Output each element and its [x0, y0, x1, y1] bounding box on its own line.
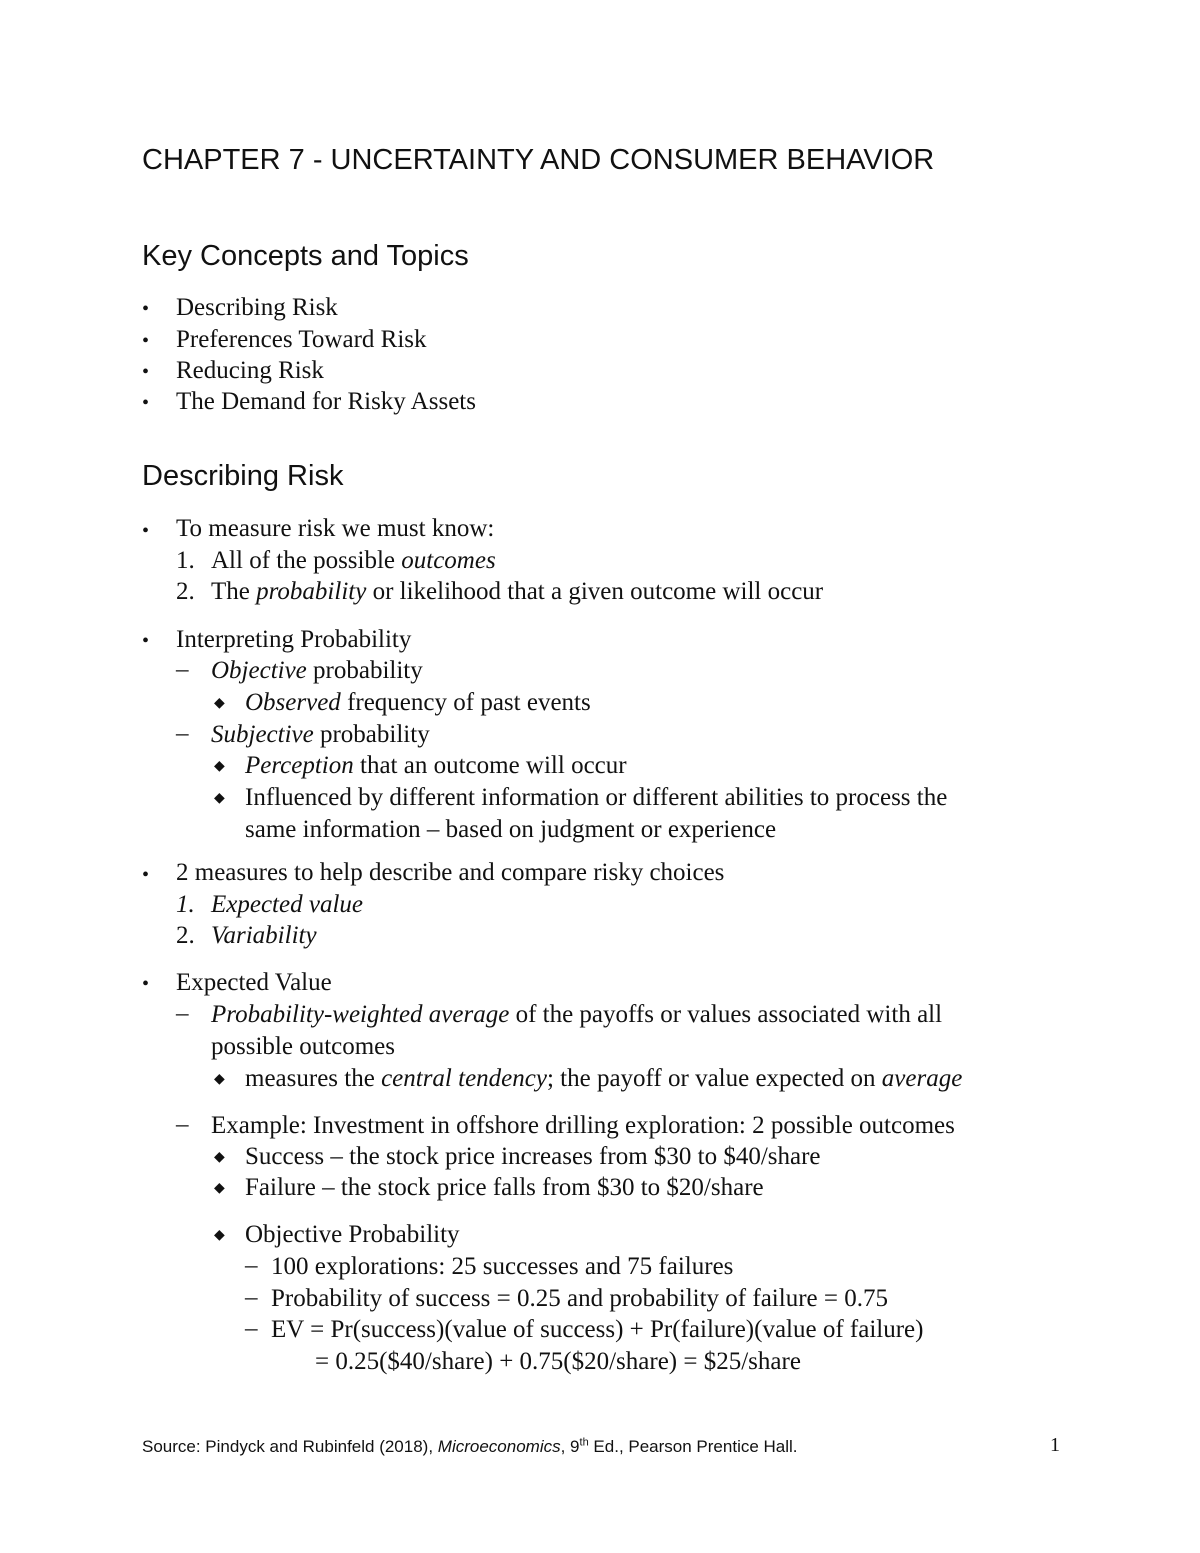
- describing-risk-heading: Describing Risk: [142, 460, 344, 492]
- two-measures: 2 measures to help describe and compare risky choices: [176, 859, 725, 886]
- expected-value-heading: Expected Value: [176, 969, 332, 996]
- chapter-title: CHAPTER 7 - UNCERTAINTY AND CONSUMER BEHAVIOR: [142, 144, 935, 176]
- explorations-line: 100 explorations: 25 successes and 75 failures: [271, 1253, 734, 1280]
- bullet-marker: •: [142, 973, 150, 995]
- observed-frequency: Observed frequency of past events: [245, 689, 591, 716]
- key-concept-item: The Demand for Risky Assets: [176, 388, 476, 415]
- measure-variability: Variability: [211, 922, 317, 949]
- influenced-line-1: Influenced by different information or different abilities to process the: [245, 784, 948, 811]
- dash-marker: –: [176, 720, 189, 747]
- list-number: 1.: [176, 891, 195, 918]
- bullet-marker: •: [142, 630, 150, 652]
- measure-expected-value: Expected value: [211, 891, 363, 918]
- key-concept-item: Reducing Risk: [176, 357, 324, 384]
- diamond-marker: ◆: [214, 1150, 225, 1165]
- objective-probability: Objective probability: [211, 657, 423, 684]
- example-line: Example: Investment in offshore drilling exploration: 2 possible outcomes: [211, 1112, 955, 1139]
- interpreting-probability: Interpreting Probability: [176, 626, 412, 653]
- diamond-marker: ◆: [214, 1072, 225, 1087]
- list-number: 2.: [176, 578, 195, 605]
- dash-marker: –: [245, 1252, 258, 1279]
- list-number: 1.: [176, 547, 195, 574]
- dash-marker: –: [245, 1284, 258, 1311]
- bullet-marker: •: [142, 330, 150, 352]
- key-concepts-heading: Key Concepts and Topics: [142, 240, 469, 272]
- success-line: Success – the stock price increases from $30 to $40/share: [245, 1143, 821, 1170]
- key-concept-item: Preferences Toward Risk: [176, 326, 427, 353]
- bullet-marker: •: [142, 361, 150, 383]
- subjective-probability: Subjective probability: [211, 721, 430, 748]
- dash-marker: –: [245, 1315, 258, 1342]
- footer-source: Source: Pindyck and Rubinfeld (2018), Microeconomics, 9th Ed., Pearson Prentice Hall.: [142, 1436, 798, 1456]
- page-number: 1: [1050, 1434, 1060, 1456]
- bullet-marker: •: [142, 392, 150, 414]
- objective-probability-heading: Objective Probability: [245, 1221, 460, 1248]
- dash-marker: –: [176, 1111, 189, 1138]
- pwa-line-2: possible outcomes: [211, 1033, 396, 1060]
- measure-item-2: The probability or likelihood that a given outcome will occur: [211, 578, 824, 605]
- ev-formula-line-2: = 0.25($40/share) + 0.75($20/share) = $25/share: [315, 1348, 801, 1375]
- influenced-line-2: same information – based on judgment or experience: [245, 816, 777, 843]
- ev-formula-line-1: EV = Pr(success)(value of success) + Pr(failure)(value of failure): [271, 1316, 924, 1343]
- dash-marker: –: [176, 656, 189, 683]
- diamond-marker: ◆: [214, 759, 225, 774]
- measure-item-1: All of the possible outcomes: [211, 547, 496, 574]
- central-tendency: measures the central tendency; the payoff or value expected on average: [245, 1065, 963, 1092]
- dash-marker: –: [176, 1000, 189, 1027]
- diamond-marker: ◆: [214, 1228, 225, 1243]
- diamond-marker: ◆: [214, 1181, 225, 1196]
- probability-line: Probability of success = 0.25 and probability of failure = 0.75: [271, 1285, 888, 1312]
- diamond-marker: ◆: [214, 791, 225, 806]
- measure-intro: To measure risk we must know:: [176, 515, 495, 542]
- bullet-marker: •: [142, 864, 150, 886]
- failure-line: Failure – the stock price falls from $30 to $20/share: [245, 1174, 764, 1201]
- bullet-marker: •: [142, 520, 150, 542]
- key-concept-item: Describing Risk: [176, 294, 338, 321]
- perception: Perception that an outcome will occur: [245, 752, 627, 779]
- bullet-marker: •: [142, 298, 150, 320]
- pwa-line-1: Probability-weighted average of the payoffs or values associated with all: [211, 1001, 943, 1028]
- list-number: 2.: [176, 922, 195, 949]
- diamond-marker: ◆: [214, 696, 225, 711]
